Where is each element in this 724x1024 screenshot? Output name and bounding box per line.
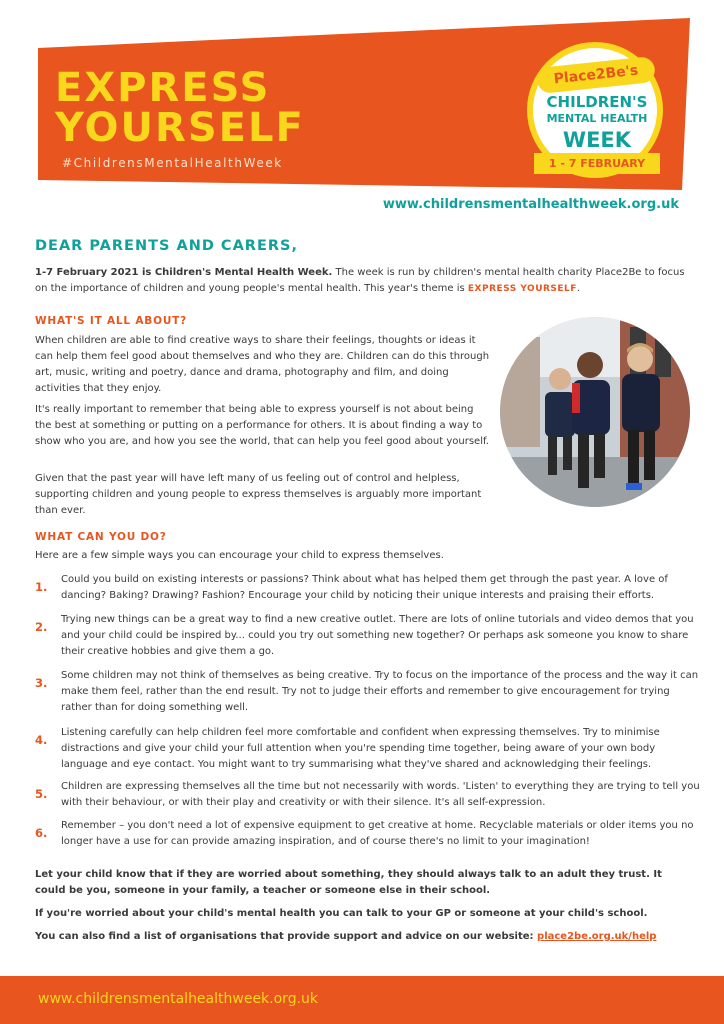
section2-lead: Here are a few simple ways you can encourage your child to express themselves. xyxy=(35,550,444,561)
section-heading-about: WHAT'S IT ALL ABOUT? xyxy=(35,315,187,327)
item-text-3: Some children may not think of themselves as being creative. Try to focus on the importance of the process and the way it can make them feel, rather than the end result. Try not to judge their efforts and remember to give encouragement for trying rather than for doing something well. xyxy=(61,670,699,713)
badge-line-2: MENTAL HEALTH xyxy=(546,112,648,125)
about-paragraph-1: When children are able to find creative ways to share their feelings, thoughts or ideas it can help them feel good about themselves and who they are. Children can do this through art, music, writing and poetry, dance and drama, photography and film, and doing activities that they enjoy. xyxy=(35,335,490,394)
badge-line-1: CHILDREN'S xyxy=(546,93,648,111)
title-line-1: EXPRESS xyxy=(55,65,271,111)
hashtag: #ChildrensMentalHealthWeek xyxy=(62,156,283,170)
theme-name: EXPRESS YOURSELF xyxy=(467,284,577,294)
item-text-5: Children are expressing themselves all the time but not necessarily with words. 'Listen' to everything they are trying to tell you with their behaviour, or with their play and creativity or with their silence. It's all self-expression. xyxy=(61,781,700,808)
greeting: DEAR PARENTS AND CARERS, xyxy=(35,238,298,254)
intro-paragraph xyxy=(35,265,695,297)
header-website-link[interactable]: www.childrensmentalhealthweek.org.uk xyxy=(382,197,679,212)
item-number-6: 6. xyxy=(35,826,48,840)
closing-paragraph-3-text: You can also find a list of organisations that provide support and advice on our website: xyxy=(35,931,538,942)
item-text-6: Remember – you don't need a lot of expensive equipment to get creative at home. Recyclable materials or older items you no longer have a use for can provide amazing inspiration, and of course there's no limit to your imagination! xyxy=(61,820,694,847)
item-number-3: 3. xyxy=(35,676,48,690)
item-number-1: 1. xyxy=(35,580,48,594)
item-number-4: 4. xyxy=(35,733,48,747)
item-number-2: 2. xyxy=(35,620,48,634)
intro-bold: 1-7 February 2021 is Children's Mental Health Week. xyxy=(35,267,333,278)
item-number-5: 5. xyxy=(35,787,48,801)
item-text-1: Could you build on existing interests or passions? Think about what has helped them get through the past year. A love of dancing? Baking? Drawing? Fashion? Encourage your child by noticing their unique interests and praising their efforts. xyxy=(61,574,668,601)
badge-line-3: WEEK xyxy=(562,128,632,152)
help-link[interactable]: place2be.org.uk/help xyxy=(537,931,657,942)
children-running-photo xyxy=(500,317,690,507)
section-heading-what-can-you-do: WHAT CAN YOU DO? xyxy=(35,531,167,543)
intro-text: The week is run by children's mental health charity Place2Be to focus on the importance of children and young people's mental health. This year's theme is xyxy=(35,267,685,294)
footer-bar xyxy=(0,976,724,1024)
about-paragraph-2: It's really important to remember that being able to express yourself is not about being the best at something or putting on a performance for others. It is about finding a way to show who you are, and how you see the world, that can help you feel good about yourself. xyxy=(35,404,489,447)
closing-paragraph-2: If you're worried about your child's mental health you can talk to your GP or someone at your child's school. xyxy=(35,908,648,919)
intro-end: . xyxy=(576,283,581,294)
closing-paragraph-3 xyxy=(35,929,695,945)
title-line-2: YOURSELF xyxy=(55,105,305,151)
closing-paragraph-1: Let your child know that if they are worried about something, they should always talk to an adult they trust. It could be you, someone in your family, a teacher or someone else in their school. xyxy=(35,869,662,896)
about-paragraph-3: Given that the past year will have left many of us feeling out of control and helpless, supporting children and young people to express themselves is arguably more important than ever. xyxy=(35,473,482,516)
item-text-4: Listening carefully can help children feel more comfortable and confident when expressing themselves. Try to minimise distractions and give your child your full attention when you're spending time together, being aware of your own body language and eye contact. You might want to try summarising what they've shared and acknowledging their feelings. xyxy=(61,727,660,770)
item-text-2: Trying new things can be a great way to find a new creative outlet. There are lots of online tutorials and video demos that you and your child could be inspired by... could you try out something new together? Or perhaps ask someone you know to share their creative hobbies and give them a go. xyxy=(61,614,694,657)
badge-brand: Place2Be's xyxy=(536,56,656,94)
footer-website-link[interactable]: www.childrensmentalhealthweek.org.uk xyxy=(38,991,319,1007)
badge-dates: 1 - 7 FEBRUARY 2021 xyxy=(534,153,660,174)
